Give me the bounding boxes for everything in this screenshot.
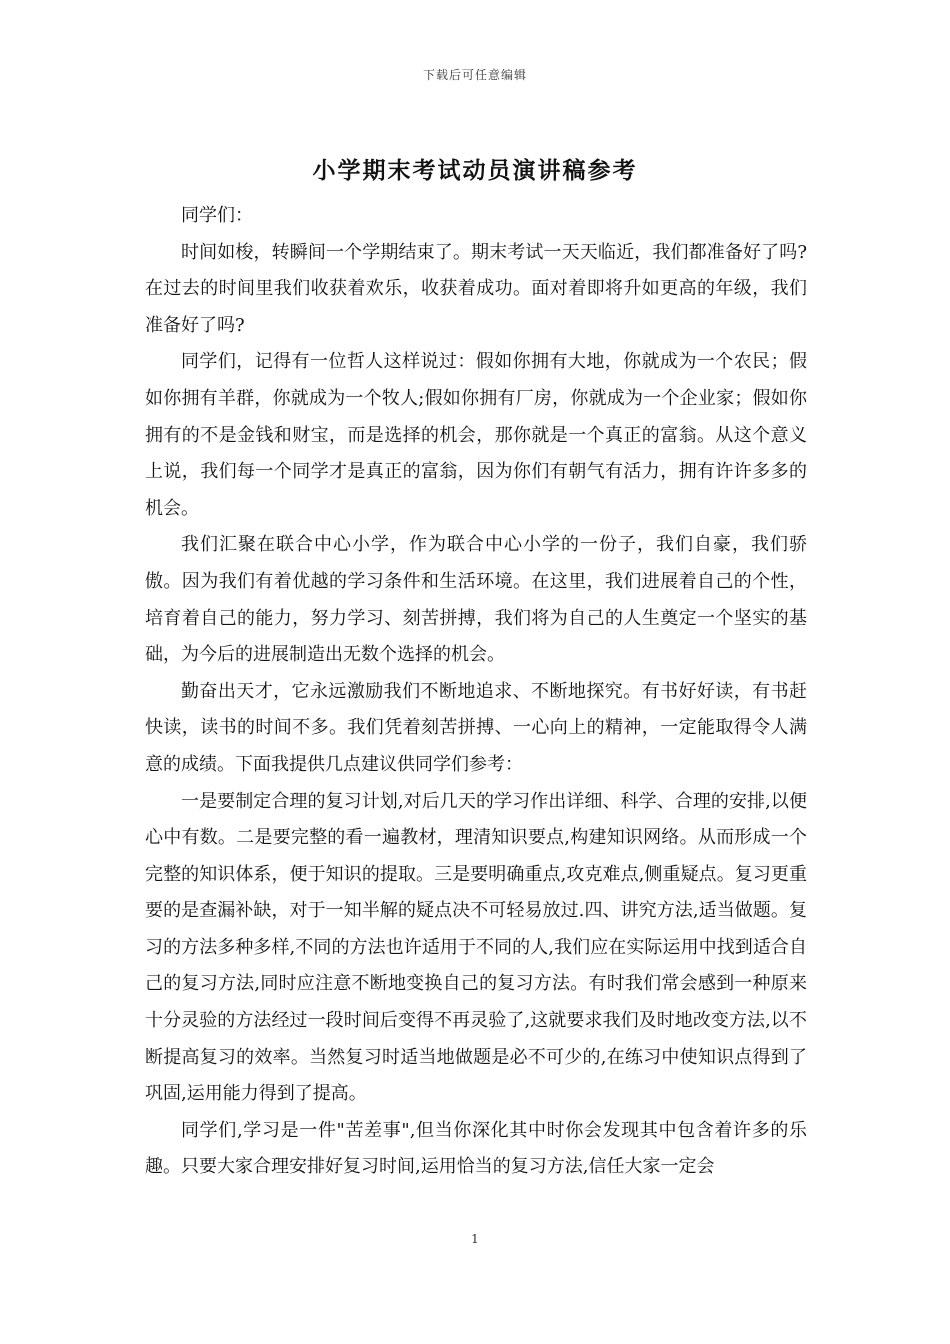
document-title: 小学期末考试动员演讲稿参考 [312,157,638,184]
body-paragraph: 同学们，记得有一位哲人这样说过：假如你拥有大地，你就成为一个农民；假如你拥有羊群，你就成为一个牧人;假如你拥有厂房，你就成为一个企业家；假如你拥有的不是金钱和财宝，而是选择的机会，那你就是一个真正的富翁。从这个意义上说，我们每一个同学才是真正的富翁，因为你们有朝气有活力，拥有许许多多的机会。 [145,351,807,519]
body-paragraph: 同学们,学习是一件"苦差事",但当你深化其中时你会发现其中包含着许多的乐趣。只要大家合理安排好复习时间,运用恰当的复习方法,信任大家一定会 [145,1119,807,1178]
body-paragraph: 勤奋出天才，它永远激励我们不断地追求、不断地探究。有书好好读，有书赶快读，读书的时间不多。我们凭着刻苦拼搏、一心向上的精神，一定能取得令人满意的成绩。下面我提供几点建议供同学们参考： [145,680,807,775]
salutation-paragraph: 同学们： [181,205,253,226]
document-body [145,198,807,1186]
page-number: 1 [471,1232,479,1246]
body-paragraph: 一是要制定合理的复习计划,对后几天的学习作出详细、科学、合理的安排,以便心中有数。二是要完整的看一遍教材，理清知识要点,构建知识网络。从而形成一个完整的知识体系，便于知识的提取。三是要明确重点,攻克难点,侧重疑点。复习更重要的是查漏补缺，对于一知半解的疑点决不可轻易放过.四、讲究方法,适当做题。复习的方法多种多样,不同的方法也许适用于不同的人,我们应在实际运用中找到适合自己的复习方法,同时应注意不断地变换自己的复习方法。有时我们常会感到一种原来十分灵验的方法经过一段时间后变得不再灵验了,这就要求我们及时地改变方法,以不断提高复习的效率。当然复习时适当地做题是必不可少的,在练习中使知识点得到了巩固,运用能力得到了提高。 [145,790,807,1105]
page-header-note: 下载后可任意编辑 [422,68,527,82]
body-paragraph: 时间如梭，转瞬间一个学期结束了。期末考试一天天临近，我们都准备好了吗?在过去的时间里我们收获着欢乐，收获着成功。面对着即将升如更高的年级，我们准备好了吗? [145,241,807,336]
body-paragraph: 我们汇聚在联合中心小学，作为联合中心小学的一份子，我们自豪，我们骄傲。因为我们有着优越的学习条件和生活环境。在这里，我们进展着自己的个性，培育着自己的能力，努力学习、刻苦拼搏，我们将为自己的人生奠定一个坚实的基础，为今后的进展制造出无数个选择的机会。 [145,534,807,666]
